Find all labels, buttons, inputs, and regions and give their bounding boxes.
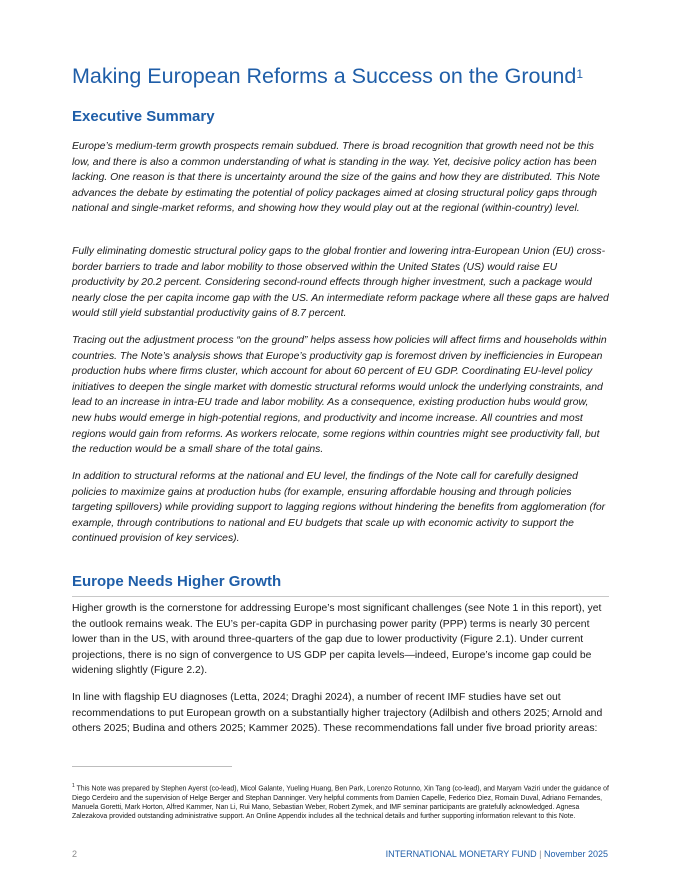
- title-footnote-marker[interactable]: 1: [576, 67, 584, 81]
- footer-publisher-info: [386, 849, 608, 859]
- page-number: 2: [72, 849, 78, 859]
- title-text: Making European Reforms a Success on the Ground: [72, 64, 577, 88]
- exec-summary-paragraph-4: In addition to structural reforms at the national and EU level, the findings of the Note call for carefully designed policies to maximize gains at production hubs (for example, ensuring affordable housing and through policies targeting spillovers) while providing support to lagging regions without hindering the benefits from agglomeration (for example, through contributions to national and EU budgets that scale up with economic activity to support the continued provision of key services).: [72, 471, 606, 545]
- footnote-text: This Note was prepared by Stephen Ayerst (co-lead), Micol Galante, Yueling Huang, Ben Park, Lorenzo Rotunno, Xin Tang (co-lead), and Maryam Vaziri under the guidance of Diego Cerdeiro and the supervision of Helge Berger and Stephan Danninger. Very helpful comments from Damien Capelle, Federico Diez, Romain Duval, Adriano Fernandes, Manuela Goretti, Mark Horton, Alfred Kammer, Nan Li, Rui Mano, Sebastian Weber, Robert Zymek, and IMF seminar participants are gratefully acknowledged. Agnesa Zalezakova provided outstanding administrative support. An Online Appendix includes all the technical details and further supporting information relevant to this Note.: [72, 785, 609, 820]
- exec-summary-paragraph-2: Fully eliminating domestic structural policy gaps to the global frontier and lowering intra-European Union (EU) cross-border barriers to trade and labor mobility to those observed within the United States (US) would raise EU productivity by 20.2 percent. Considering second-round effects through higher investment, such a package would nearly close the per capita income gap with the US. An intermediate reform package where all these gaps are halved would still yield substantial productivity gains of 8.7 percent.: [72, 246, 609, 320]
- growth-paragraph-2: In line with flagship EU diagnoses (Letta, 2024; Draghi 2024), a number of recent IMF studies have set out recommendations to put European growth on a substantially higher trajectory (Adilbish and others 2025; Arnold and others 2025; Budina and others 2025; Kammer 2025). These recommendations fall under five broad priority areas:: [72, 692, 603, 735]
- exec-summary-paragraph-1: Europe’s medium-term growth prospects remain subdued. There is broad recognition that growth need not be this low, and there is also a common understanding of what is standing in the way. Yet, decisive policy action has been lacking. One reason is that there is uncertainty around the size of the gains and how they are distributed. This Note advances the debate by estimating the potential of policy packages aimed at closing structural policy gaps through national and single-market reforms, and showing how they would play out at the regional (within-country) level.: [72, 141, 600, 215]
- footer-date: November 2025: [543, 849, 608, 859]
- growth-section-heading: Europe Needs Higher Growth: [72, 572, 609, 597]
- footer-separator: |: [539, 849, 542, 859]
- growth-paragraph-1: Higher growth is the cornerstone for addressing Europe’s most significant challenges (see Note 1 in this report), yet the outlook remains weak. The EU’s per-capita GDP in purchasing power parity (PPP) terms is nearly 30 percent lower than in the US, with around three-quarters of the gap due to lower productivity (Figure 2.1). Under current projections, there is no sign of convergence to US GDP per capita levels—indeed, Europe’s income gap could be widening slightly (Figure 2.2).: [72, 603, 602, 677]
- footnote-marker: 1: [72, 783, 75, 789]
- page-title: [72, 62, 632, 90]
- exec-summary-paragraph-3: Tracing out the adjustment process “on the ground” helps assess how policies will affect firms and households within countries. The Note’s analysis shows that Europe’s productivity gap is foremost driven by inefficiencies in European production hubs where firms cluster, which account for about 60 percent of EU GDP. Coordinating EU-level policy initiatives to deepen the single market with domestic structural reforms would unlock the underlying constraints, and lead to an increase in intra-EU trade and labor mobility. As a consequence, existing production hubs would grow, new hubs would emerge in high-potential regions, and productivity and income increase. All countries and most regions would gain from reforms. As workers relocate, some regions within countries might see productivity fall, but the reduction would be a small share of the total gains.: [72, 335, 607, 456]
- footnote-divider: [72, 766, 232, 767]
- footnote: [72, 782, 609, 821]
- executive-summary-heading: Executive Summary: [72, 108, 215, 125]
- footer-publisher: INTERNATIONAL MONETARY FUND: [385, 849, 537, 859]
